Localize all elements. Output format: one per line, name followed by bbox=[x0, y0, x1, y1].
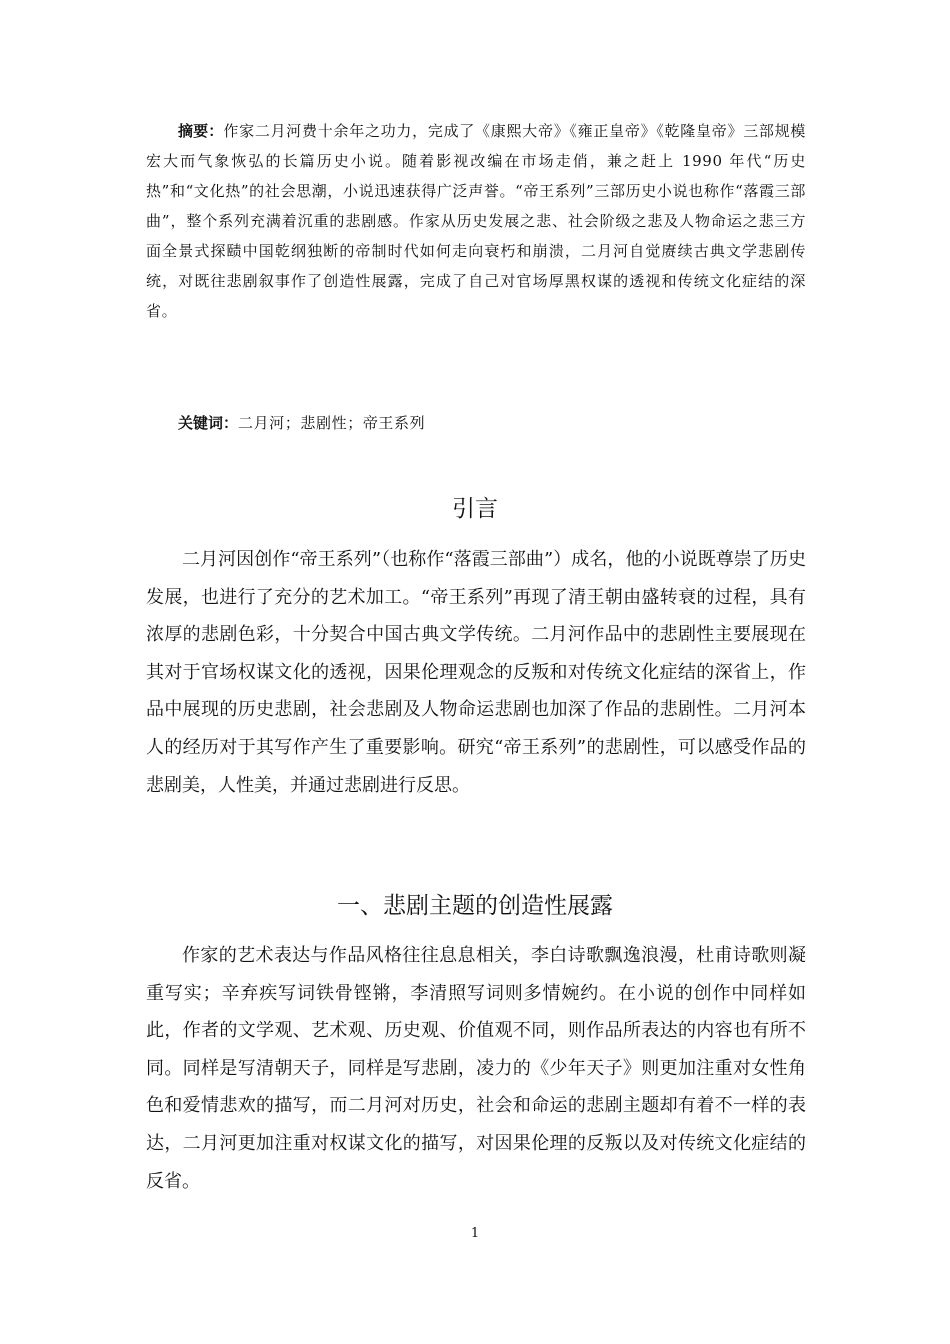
page-number: 1 bbox=[470, 1226, 480, 1241]
abstract-label: 摘要： bbox=[178, 122, 224, 140]
intro-heading: 引言 bbox=[452, 496, 498, 522]
section1-paragraph: 作家的艺术表达与作品风格往往息息相关，李白诗歌飘逸浪漫，杜甫诗歌则凝重写实；辛弃疾写词铁骨铿锵，李清照写词则多情婉约。在小说的创作中同样如此，作者的文学观、艺术观、历史观、价值观不同，则作品所表达的内容也有所不同。同样是写清朝天子，同样是写悲剧，凌力的《少年天子》则更加注重对女性角色和爱情悲欢的描写，而二月河对历史，社会和命运的悲剧主题却有着不一样的表达，二月河更加注重对权谋文化的描写，对因果伦理的反叛以及对传统文化症结的反省。 bbox=[146, 945, 806, 1192]
abstract-text: 作家二月河费十余年之功力，完成了《康熙大帝》《雍正皇帝》《乾隆皇帝》三部规模宏大而气象恢弘的长篇历史小说。随着影视改编在市场走俏，兼之赶上 1990 年代“历史热”和“文化热”的社会思潮，小说迅速获得广泛声誉。“帝王系列”三部历史小说也称作“落霞三部曲”，整个系列充满着沉重的悲剧感。作家从历史发展之悲、社会阶级之悲及人物命运之悲三方面全景式探赜中国乾纲独断的帝制时代如何走向衰朽和崩溃，二月河自觉赓续古典文学悲剧传统，对既往悲剧叙事作了创造性展露，完成了自己对官场厚黑权谋的透视和传统文化症结的深省。 bbox=[146, 122, 806, 320]
keywords-label: 关键词： bbox=[178, 414, 239, 432]
section1-heading: 一、悲剧主题的创造性展露 bbox=[337, 893, 613, 919]
keywords-text: 二月河；悲剧性；帝王系列 bbox=[238, 414, 426, 432]
keywords-line bbox=[178, 409, 425, 437]
intro-paragraph: 二月河因创作“帝王系列”（也称作“落霞三部曲”）成名，他的小说既尊崇了历史发展，也进行了充分的艺术加工。“帝王系列”再现了清王朝由盛转衰的过程，具有浓厚的悲剧色彩，十分契合中国古典文学传统。二月河作品中的悲剧性主要展现在其对于官场权谋文化的透视，因果伦理观念的反叛和对传统文化症结的深省上，作品中展现的历史悲剧，社会悲剧及人物命运悲剧也加深了作品的悲剧性。二月河本人的经历对于其写作产生了重要影响。研究“帝王系列”的悲剧性，可以感受作品的悲剧美，人性美，并通过悲剧进行反思。 bbox=[146, 549, 806, 796]
abstract-paragraph bbox=[146, 116, 806, 326]
